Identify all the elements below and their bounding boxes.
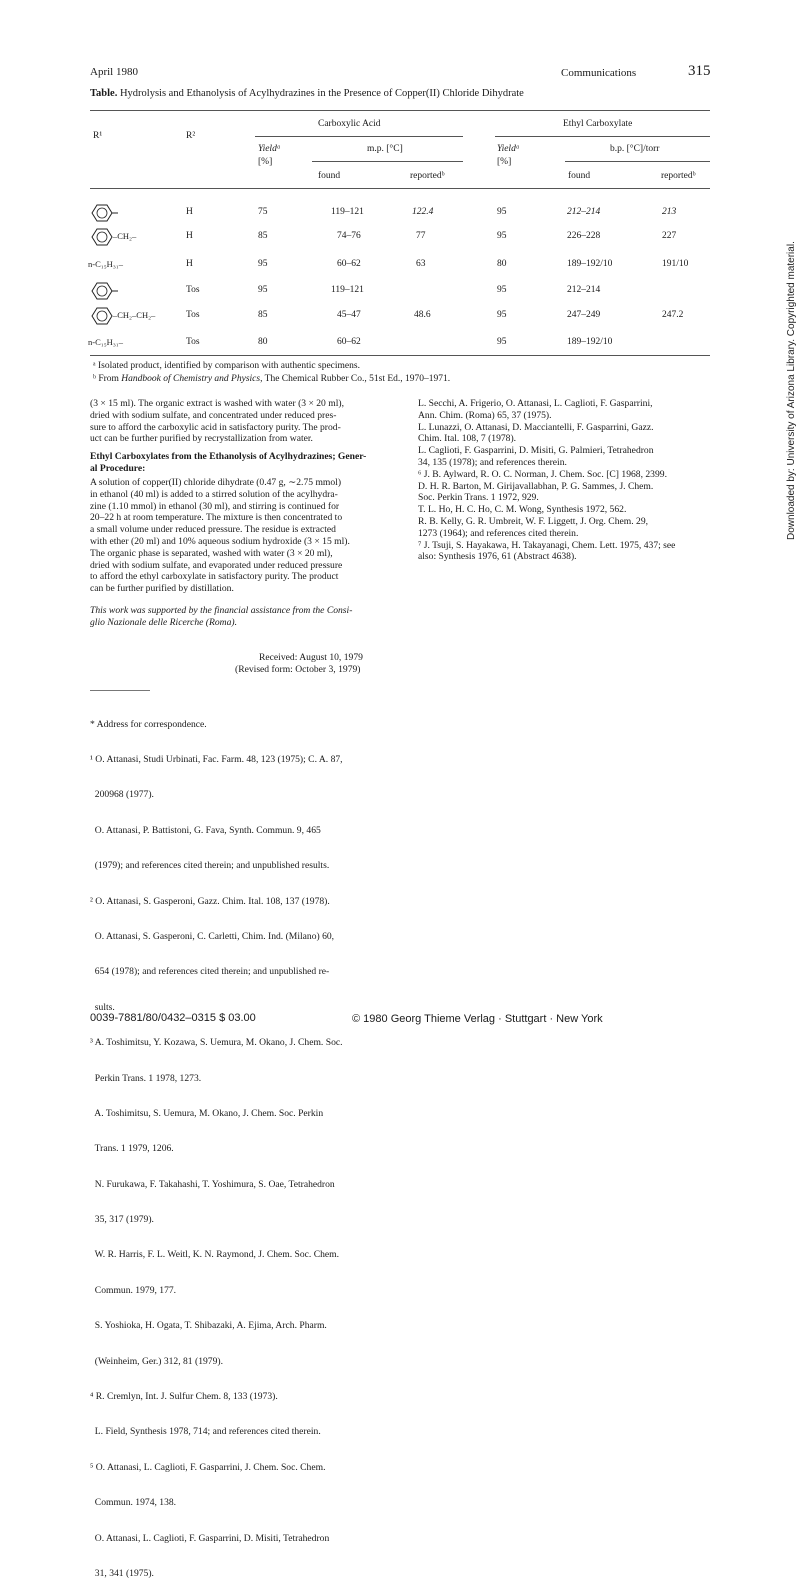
table-cell-mp-reported: 63 — [416, 259, 426, 269]
table-cell-acid-yield: 75 — [258, 207, 268, 217]
reference-line: L. Caglioti, F. Gasparrini, D. Misiti, G. Palmieri, Tetrahedron — [418, 445, 654, 457]
table-footnote-b — [93, 374, 450, 384]
footnote-b-suffix: The Chemical Rubber Co., 51st Ed., 1970–1971. — [262, 374, 451, 384]
reference-line: N. Furukawa, F. Takahashi, T. Yoshimura, S. Oae, Tetrahedron — [90, 1178, 335, 1190]
bp-subrule — [565, 161, 710, 162]
reference-line: ⁷ J. Tsuji, S. Hayakawa, H. Takayanagi, Chem. Lett. 1975, 437; see — [418, 539, 676, 551]
table-cell-r1: n-C₁₅H₃₁– — [88, 259, 123, 269]
table-cell-mp-found: 119–121 — [331, 285, 364, 295]
table-cell-mp-reported: 122.4 — [412, 207, 434, 217]
table-cell-mp-found: 74–76 — [337, 231, 361, 241]
acid-yield-unit: [%] — [258, 157, 273, 167]
reference-line: also: Synthesis 1976, 61 (Abstract 4638). — [418, 551, 577, 563]
reference-line: 654 (1978); and references cited therein; and unpublished re- — [90, 966, 330, 978]
table-cell-mp-found: 119–121 — [331, 207, 364, 217]
table-cell-bp-reported: 213 — [662, 207, 677, 217]
table-cell-r1-chain: –CH₂–CH₂– — [113, 310, 156, 320]
table-cell-acid-yield: 80 — [258, 337, 268, 347]
table-cell-r2: H — [186, 207, 193, 217]
table-header-rule — [90, 188, 710, 189]
table-top-rule — [90, 110, 710, 111]
reference-line: ⁶ J. B. Aylward, R. O. C. Norman, J. Chem. Soc. [C] 1968, 2399. — [418, 468, 667, 480]
table-cell-bp-found: 247–249 — [567, 310, 601, 320]
reference-line: Commun. 1974, 138. — [90, 1497, 177, 1509]
left-paragraph-1 — [90, 398, 344, 445]
text-line: This work was supported by the financial assistance from the Consi- — [90, 605, 353, 616]
table-cell-bp-reported: 191/10 — [662, 259, 689, 269]
bp-label: b.p. [°C]/torr — [610, 144, 660, 154]
references-right — [418, 398, 675, 563]
mp-reported-label: reportedᵇ — [410, 171, 445, 181]
table-cell-ester-yield: 80 — [497, 259, 507, 269]
table-cell-ester-yield: 95 — [497, 337, 507, 347]
table-cell-ester-yield: 95 — [497, 285, 507, 295]
table-cell-bp-found: 189–192/10 — [567, 259, 613, 269]
mp-subrule — [312, 161, 463, 162]
table-cell-acid-yield: 95 — [258, 285, 268, 295]
table-cell-mp-reported: 77 — [416, 231, 426, 241]
reference-line: * Address for correspondence. — [90, 718, 207, 730]
table-caption — [90, 88, 524, 99]
reference-line: L. Field, Synthesis 1978, 714; and references cited therein. — [90, 1426, 321, 1438]
received-date: Received: August 10, 1979 — [259, 652, 363, 663]
reference-line: (Weinheim, Ger.) 312, 81 (1979). — [90, 1355, 223, 1367]
references-left — [90, 695, 343, 1592]
col-r2: R² — [186, 131, 196, 141]
reference-line: Perkin Trans. 1 1978, 1273. — [90, 1072, 202, 1084]
table-footnote-a: ᵃ Isolated product, identified by comparison with authentic specimens. — [93, 361, 360, 371]
reference-line: R. B. Kelly, G. R. Umbreit, W. F. Liggett, J. Org. Chem. 29, — [418, 515, 649, 527]
copyright-line: © 1980 Georg Thieme Verlag · Stuttgart · New York — [352, 1013, 603, 1025]
reference-line: W. R. Harris, F. L. Weitl, K. N. Raymond, J. Chem. Soc. Chem. — [90, 1249, 340, 1261]
procedure-paragraph — [90, 477, 350, 595]
table-cell-acid-yield: 85 — [258, 231, 268, 241]
text-line: a small volume under reduced pressure. The residue is extracted — [90, 524, 336, 536]
footnote-rule — [90, 690, 150, 691]
text-line: with ether (20 ml) and 10% aqueous sodium hydroxide (3 × 15 ml). — [90, 535, 350, 547]
reference-line: Chim. Ital. 108, 7 (1978). — [418, 433, 517, 445]
reference-line: Soc. Perkin Trans. 1 1972, 929. — [418, 492, 539, 504]
phenyl-ring-structure — [88, 202, 120, 224]
table-cell-ester-yield: 95 — [497, 207, 507, 217]
footnote-b-title: Handbook of Chemistry and Physics, — [121, 374, 263, 384]
reference-line: 31, 341 (1975). — [90, 1567, 154, 1579]
table-cell-mp-found: 60–62 — [337, 337, 361, 347]
running-date: April 1980 — [90, 66, 138, 78]
group-carboxylic-acid: Carboxylic Acid — [318, 119, 381, 129]
download-watermark: Downloaded by: University of Arizona Library. Copyrighted material. — [786, 241, 797, 540]
reference-line: sults. — [90, 1001, 115, 1013]
reference-line: ⁵ O. Attanasi, L. Caglioti, F. Gasparrini, J. Chem. Soc. Chem. — [90, 1461, 326, 1473]
reference-line: O. Attanasi, S. Gasperoni, C. Carletti, Chim. Ind. (Milano) 60, — [90, 930, 335, 942]
table-cell-bp-found: 189–192/10 — [567, 337, 613, 347]
table-cell-mp-reported: 48.6 — [414, 310, 431, 320]
text-line: glio Nazionale delle Ricerche (Roma). — [90, 616, 237, 628]
text-line: Ethyl Carboxylates from the Ethanolysis of Acylhydrazines; Gener- — [90, 451, 367, 462]
group-ethyl-carboxylate: Ethyl Carboxylate — [563, 119, 633, 129]
mp-found-label: found — [318, 171, 341, 181]
reference-line: ² O. Attanasi, S. Gasperoni, Gazz. Chim. Ital. 108, 137 (1978). — [90, 895, 330, 907]
text-line: al Procedure: — [90, 462, 146, 474]
ester-yield-unit: [%] — [497, 157, 512, 167]
ester-group-rule — [495, 136, 710, 137]
reference-line: ¹ O. Attanasi, Studi Urbinati, Fac. Farm. 48, 123 (1975); C. A. 87, — [90, 753, 343, 765]
reference-line: O. Attanasi, L. Caglioti, F. Gasparrini, D. Misiti, Tetrahedron — [90, 1532, 330, 1544]
table-cell-acid-yield: 95 — [258, 259, 268, 269]
table-cell-r2: H — [186, 259, 193, 269]
mp-label: m.p. [°C] — [367, 144, 403, 154]
procedure-heading — [90, 451, 366, 475]
table-caption-text: Hydrolysis and Ethanolysis of Acylhydrazines in the Presence of Copper(II) Chloride Dihydrate — [119, 88, 524, 99]
table-cell-ester-yield: 95 — [497, 231, 507, 241]
revised-date: (Revised form: October 3, 1979) — [235, 664, 361, 675]
acid-group-rule — [255, 136, 463, 137]
text-line: (3 × 15 ml). The organic extract is washed with water (3 × 20 ml), — [90, 398, 344, 409]
table-caption-label: Table. — [90, 88, 118, 99]
reference-line: (1979); and references cited therein; and unpublished results. — [90, 860, 330, 872]
reference-line: Ann. Chim. (Roma) 65, 37 (1975). — [418, 409, 552, 421]
table-cell-r2: H — [186, 231, 193, 241]
phenyl-ring-structure — [88, 280, 120, 302]
table-cell-r1: n-C₁₅H₃₁– — [88, 337, 123, 347]
issn-code: 0039-7881/80/0432–0315 $ 03.00 — [90, 1012, 256, 1024]
text-line: sure to afford the carboxylic acid in satisfactory purity. The prod- — [90, 421, 341, 433]
table-cell-acid-yield: 85 — [258, 310, 268, 320]
bp-reported-label: reportedᵇ — [661, 171, 696, 181]
reference-line: S. Yoshioka, H. Ogata, T. Shibazaki, A. Ejima, Arch. Pharm. — [90, 1320, 327, 1332]
col-r1: R¹ — [93, 131, 103, 141]
text-line: The organic phase is separated, washed with water (3 × 20 ml), — [90, 547, 333, 559]
reference-line: L. Lunazzi, O. Attanasi, D. Macciantelli, F. Gasparrini, Gazz. — [418, 421, 654, 433]
text-line: dried with sodium sulfate, and concentrated under reduced pres- — [90, 409, 337, 421]
text-line: zine (1.10 mmol) in ethanol (30 ml), and stirring is continued for — [90, 500, 340, 512]
reference-line: 34, 135 (1978); and references therein. — [418, 456, 567, 468]
table-bottom-rule — [90, 355, 710, 356]
reference-line: Commun. 1979, 177. — [90, 1284, 177, 1296]
text-line: to afford the ethyl carboxylate in satisfactory purity. The product — [90, 571, 339, 583]
reference-line: 1273 (1964); and references cited therein. — [418, 527, 579, 539]
page-number: 315 — [688, 63, 711, 79]
reference-line: A. Toshimitsu, S. Uemura, M. Okano, J. Chem. Soc. Perkin — [90, 1107, 324, 1119]
text-line: in ethanol (40 ml) is added to a stirred solution of the acylhydra- — [90, 488, 338, 500]
table-cell-bp-found: 212–214 — [567, 285, 601, 295]
text-line: dried with sodium sulfate, and evaporated under reduced pressure — [90, 559, 343, 571]
table-cell-mp-found: 45–47 — [337, 310, 361, 320]
reference-line: O. Attanasi, P. Battistoni, G. Fava, Synth. Commun. 9, 465 — [90, 824, 321, 836]
text-line: can be further purified by distillation. — [90, 583, 234, 595]
reference-line: 35, 317 (1979). — [90, 1214, 154, 1226]
footnote-b-prefix: ᵇ From — [93, 374, 122, 384]
reference-line: ⁴ R. Cremlyn, Int. J. Sulfur Chem. 8, 133 (1973). — [90, 1391, 278, 1403]
text-line: 20–22 h at room temperature. The mixture is then concentrated to — [90, 512, 343, 524]
acid-yield-label: Yieldᵃ — [258, 144, 281, 154]
reference-line: 200968 (1977). — [90, 789, 154, 801]
text-line: uct can be further purified by recrystallization from water. — [90, 433, 313, 445]
reference-line: D. H. R. Barton, M. Girijavallabhan, P. G. Sammes, J. Chem. — [418, 480, 654, 492]
reference-line: ³ A. Toshimitsu, Y. Kozawa, S. Uemura, M. Okano, J. Chem. Soc. — [90, 1037, 343, 1049]
table-cell-mp-found: 60–62 — [337, 259, 361, 269]
table-cell-bp-found: 212–214 — [567, 207, 601, 217]
acknowledgement — [90, 605, 352, 629]
text-line: A solution of copper(II) chloride dihydrate (0.47 g, ∼2.75 mmol) — [90, 477, 342, 488]
table-cell-ester-yield: 95 — [497, 310, 507, 320]
table-cell-bp-found: 226–228 — [567, 231, 601, 241]
table-cell-r2: Tos — [186, 337, 200, 347]
ester-yield-label: Yieldᵃ — [497, 144, 520, 154]
table-cell-r2: Tos — [186, 310, 200, 320]
running-section: Communications — [561, 67, 637, 79]
reference-line: Trans. 1 1979, 1206. — [90, 1143, 174, 1155]
table-cell-bp-reported: 247.2 — [662, 310, 684, 320]
table-cell-r1-chain: –CH₂– — [113, 231, 137, 241]
reference-line: L. Secchi, A. Frigerio, O. Attanasi, L. Caglioti, F. Gasparrini, — [418, 398, 653, 409]
reference-line: T. L. Ho, H. C. Ho, C. M. Wong, Synthesis 1972, 562. — [418, 504, 627, 516]
table-cell-bp-reported: 227 — [662, 231, 677, 241]
table-cell-r2: Tos — [186, 285, 200, 295]
bp-found-label: found — [568, 171, 591, 181]
